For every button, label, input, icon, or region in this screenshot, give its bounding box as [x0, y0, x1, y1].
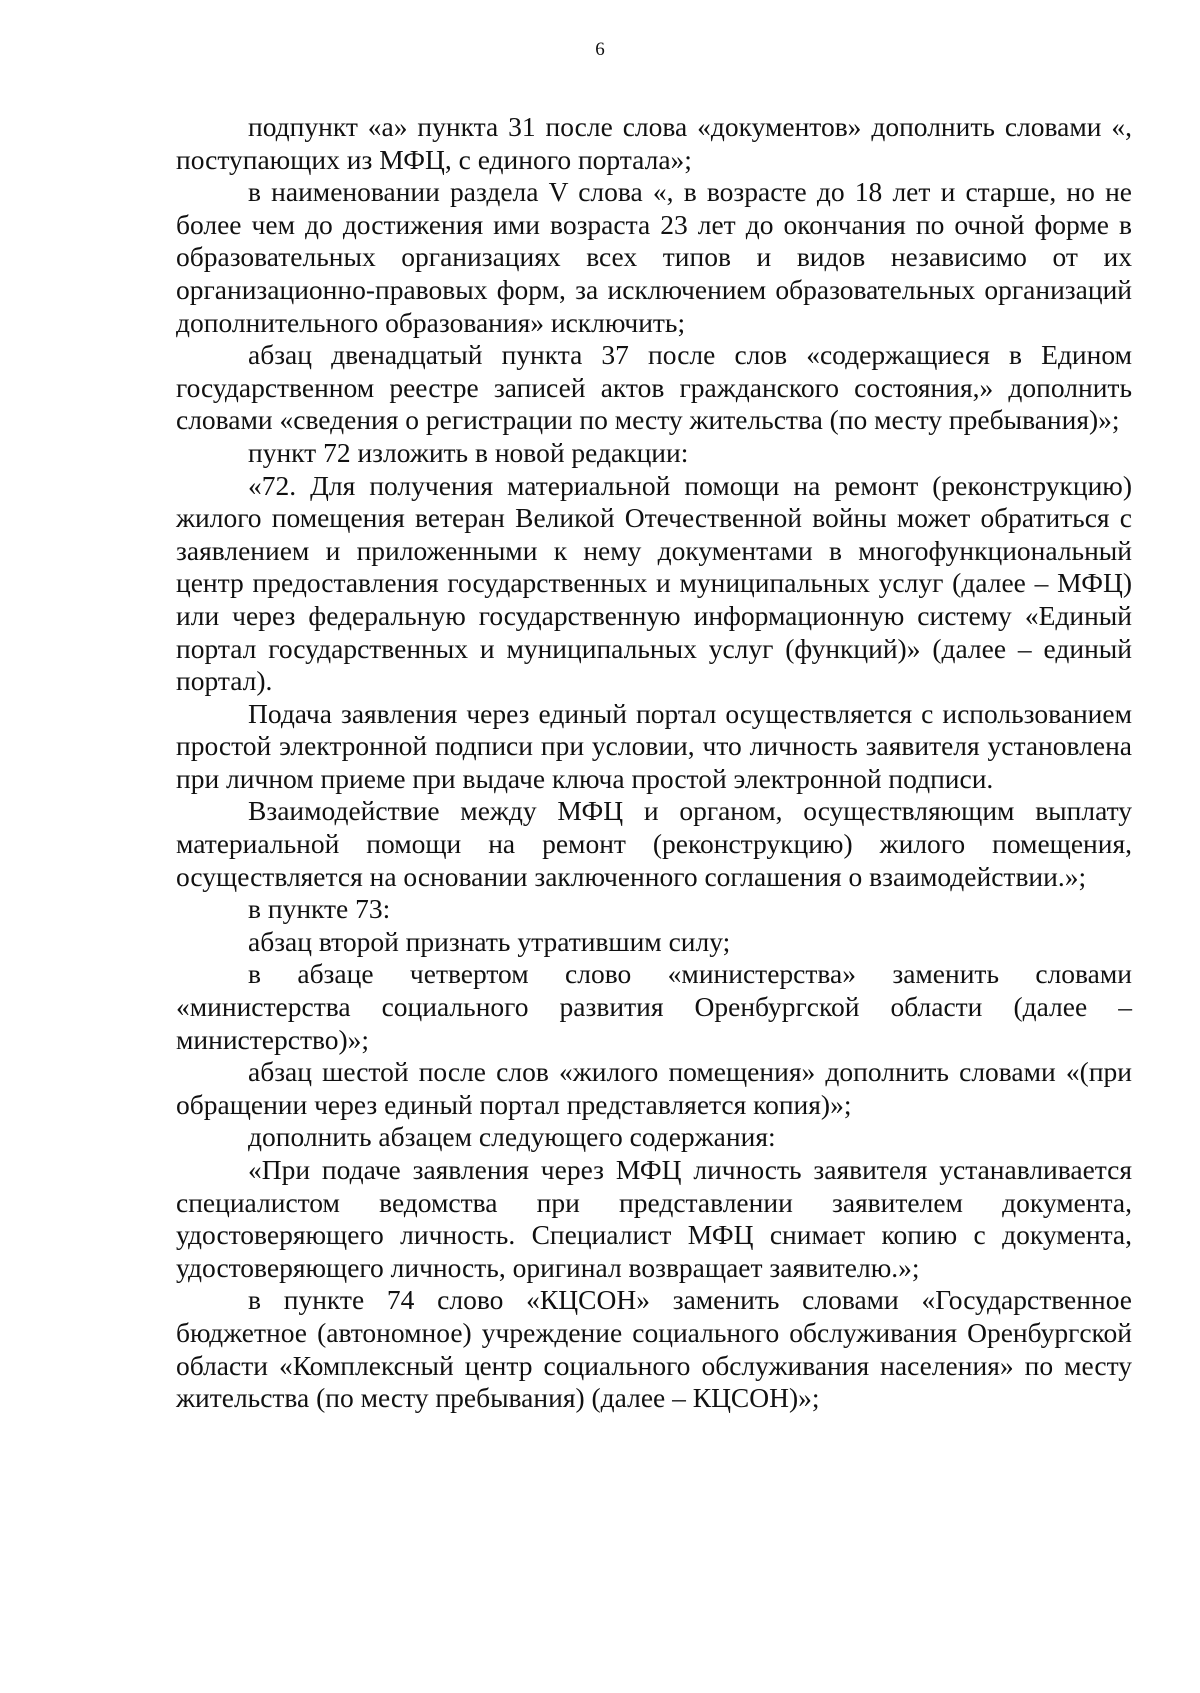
document-body — [176, 111, 1132, 1415]
paragraph-7: Взаимодействие между МФЦ и органом, осуществляющим выплату материальной помощи на ремонт (реконструкцию) жилого помещения, осуществляется на основании заключенного соглашения о взаимодействии.»; — [176, 795, 1132, 892]
paragraph-10: в абзаце четвертом слово «министерства» заменить словами «министерства социального развития Оренбургской области (далее – министерство)»; — [176, 958, 1132, 1055]
paragraph-1: подпункт «а» пункта 31 после слова «документов» дополнить словами «, поступающих из МФЦ, с единого портала»; — [176, 111, 1132, 175]
paragraph-5: «72. Для получения материальной помощи на ремонт (реконструкцию) жилого помещения ветеран Великой Отечественной войны может обратиться с заявлением и приложенными к нему документами в многофункциональный центр предоставления государственных и муниципальных услуг (далее – МФЦ) или через федеральную государственную информационную систему «Единый портал государственных и муниципальных услуг (функций)» (далее – единый портал). — [176, 469, 1132, 697]
paragraph-11: абзац шестой после слов «жилого помещения» дополнить словами «(при обращении через единый портал представляется копия)»; — [176, 1056, 1132, 1120]
paragraph-6: Подача заявления через единый портал осуществляется с использованием простой электронной подписи при условии, что личность заявителя установлена при личном приеме при выдаче ключа простой электронной подписи. — [176, 697, 1132, 794]
paragraph-12: дополнить абзацем следующего содержания: — [248, 1121, 776, 1153]
paragraph-2: в наименовании раздела V слова «, в возрасте до 18 лет и старше, но не более чем до достижения ими возраста 23 лет до окончания по очной форме в образовательных организациях всех типов и видов независимо от их организационно-правовых форм, за исключением образовательных организаций дополнительного образования» исключить; — [176, 176, 1132, 338]
paragraph-4: пункт 72 изложить в новой редакции: — [248, 436, 689, 468]
paragraph-14: в пункте 74 слово «КЦСОН» заменить словами «Государственное бюджетное (автономное) учреждение социального обслуживания Оренбургской области «Комплексный центр социального обслуживания населения» по месту жительства (по месту пребывания) (далее – КЦСОН)»; — [176, 1284, 1132, 1414]
paragraph-13: «При подаче заявления через МФЦ личность заявителя устанавливается специалистом ведомства при представлении заявителем документа, удостоверяющего личность. Специалист МФЦ снимает копию с документа, удостоверяющего личность, оригинал возвращает заявителю.»; — [176, 1154, 1132, 1283]
paragraph-9: абзац второй признать утратившим силу; — [248, 925, 731, 957]
page-number: 6 — [595, 39, 605, 60]
paragraph-3: абзац двенадцатый пункта 37 после слов «содержащиеся в Едином государственном реестре записей актов гражданского состояния,» дополнить словами «сведения о регистрации по месту жительства (по месту пребывания)»; — [176, 339, 1132, 436]
paragraph-8: в пункте 73: — [248, 893, 391, 925]
